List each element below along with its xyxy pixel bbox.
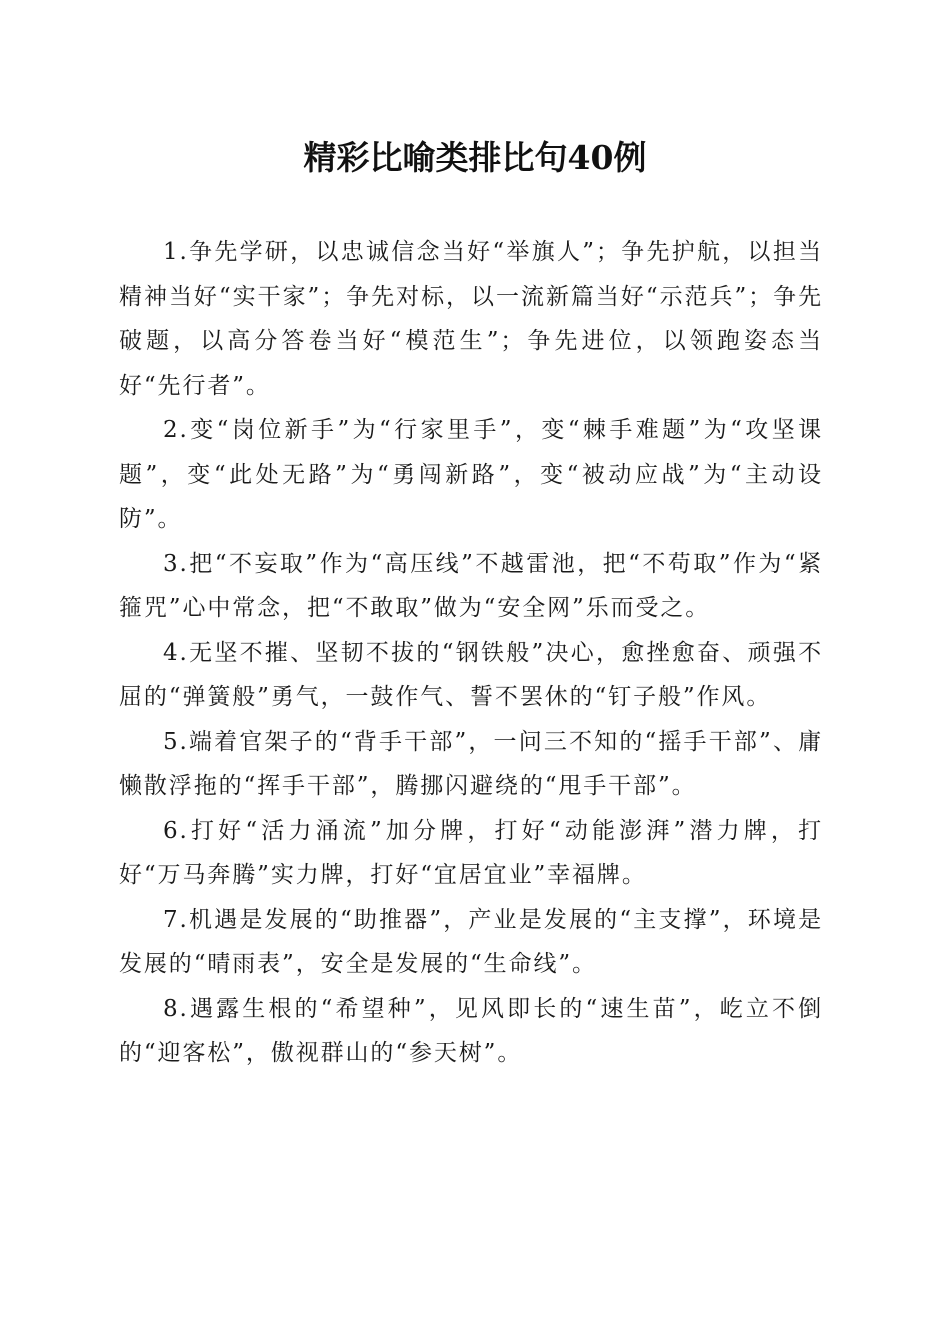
document-title: 精彩比喻类排比句40例 xyxy=(303,138,647,177)
paragraph-1: 1.争先学研，以忠诚信念当好“举旗人”；争先护航，以担当精神当好“实干家”；争先对标，以一流新篇当好“示范兵”；争先破题，以高分答卷当好“模范生”；争先进位，以领跑姿态当好“先行者”。 xyxy=(119,239,823,399)
paragraph-2: 2.变“岗位新手”为“行家里手”，变“棘手难题”为“攻坚课题”，变“此处无路”为“勇闯新路”，变“被动应战”为“主动设防”。 xyxy=(119,417,823,532)
paragraph-4: 4.无坚不摧、坚韧不拔的“钢铁般”决心，愈挫愈奋、顽强不屈的“弹簧般”勇气，一鼓作气、誓不罢休的“钉子般”作风。 xyxy=(119,639,823,710)
document-body xyxy=(119,230,823,1076)
paragraph-7: 7.机遇是发展的“助推器”，产业是发展的“主支撑”，环境是发展的“晴雨表”，安全是发展的“生命线”。 xyxy=(119,906,823,977)
paragraph-3: 3.把“不妄取”作为“高压线”不越雷池，把“不苟取”作为“紧箍咒”心中常念，把“不敢取”做为“安全网”乐而受之。 xyxy=(119,550,823,621)
paragraph-5: 5.端着官架子的“背手干部”，一问三不知的“摇手干部”、庸懒散浮拖的“挥手干部”，腾挪闪避绕的“甩手干部”。 xyxy=(119,728,823,799)
paragraph-6: 6.打好“活力涌流”加分牌，打好“动能澎湃”潜力牌，打好“万马奔腾”实力牌，打好“宜居宜业”幸福牌。 xyxy=(119,817,823,888)
paragraph-8: 8.遇露生根的“希望种”，见风即长的“速生苗”，屹立不倒的“迎客松”，傲视群山的“参天树”。 xyxy=(119,995,823,1066)
